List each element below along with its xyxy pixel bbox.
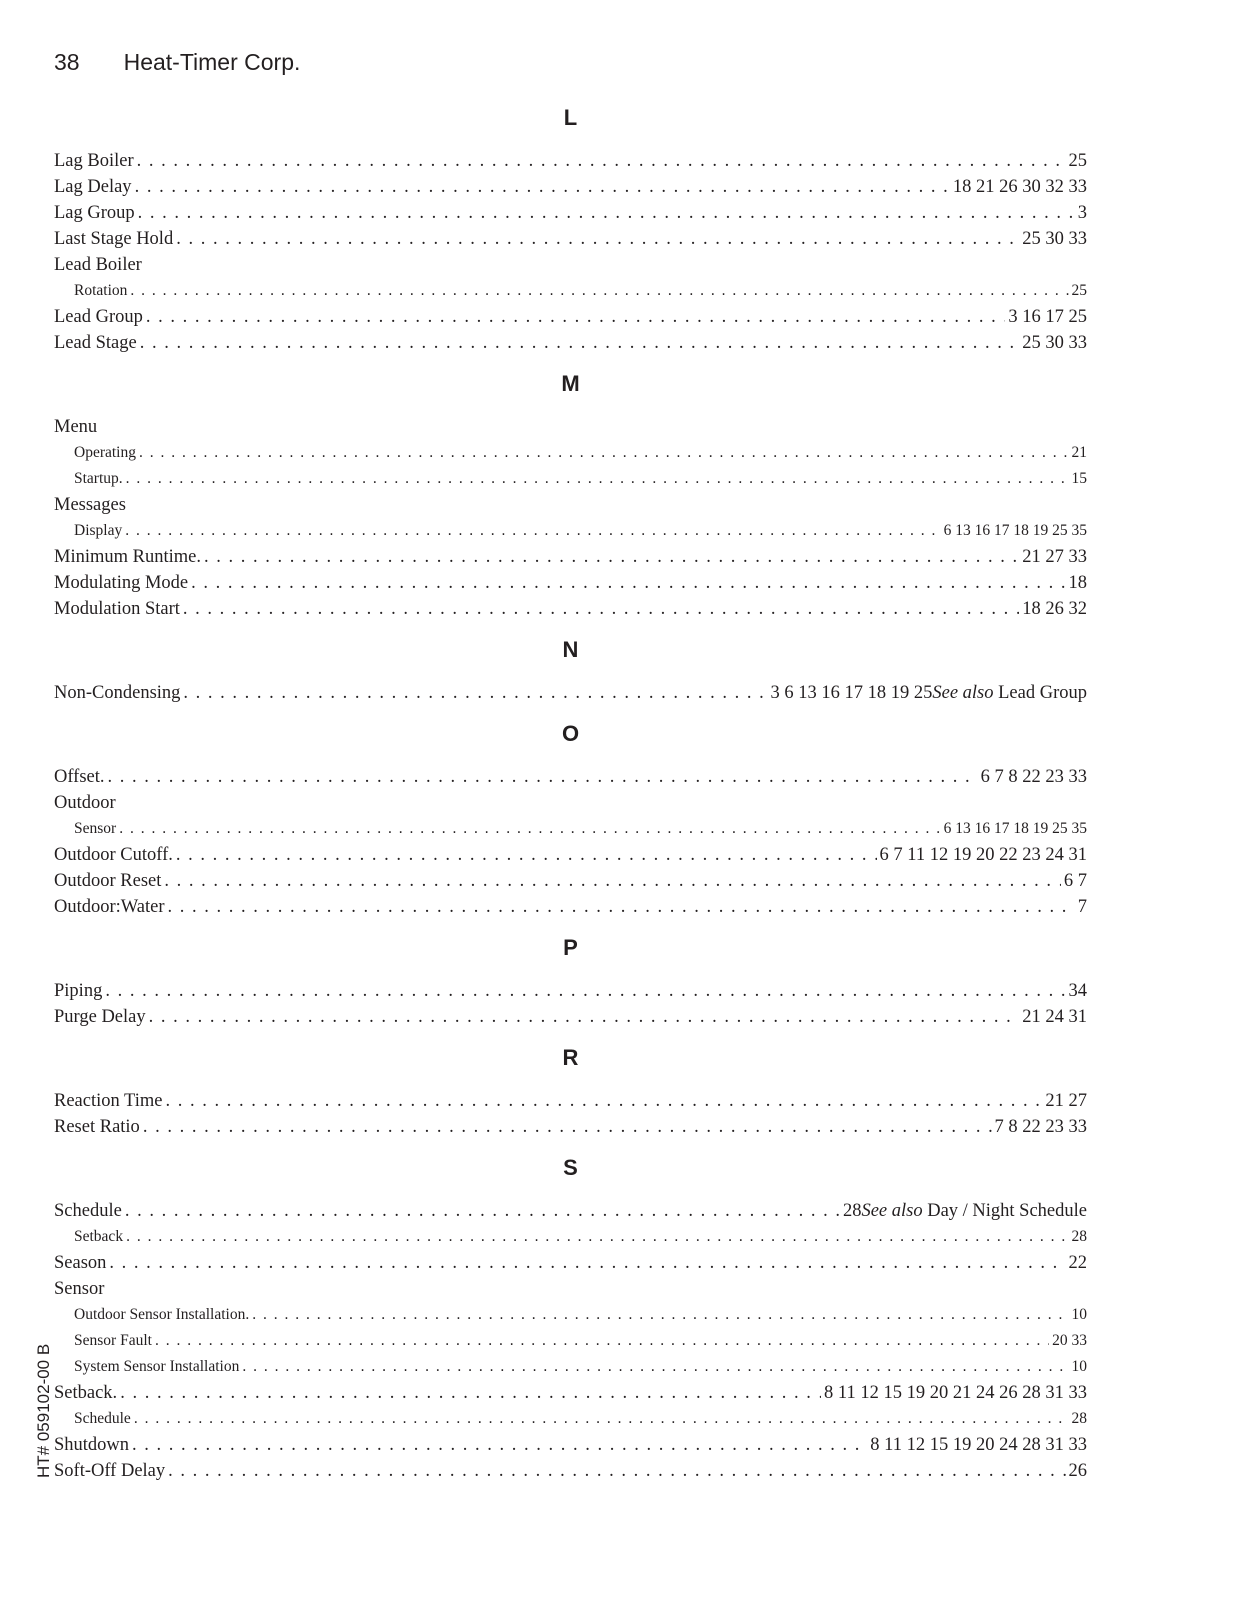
entry-pages [995,1114,1088,1140]
dot-leader [135,174,950,200]
entry-term: Lead Boiler [54,255,142,275]
index-entry [54,894,1087,920]
index-entry [54,174,1087,200]
dot-leader [130,278,1068,304]
entry-pages [1022,596,1087,622]
entry-pages [1072,1224,1088,1250]
entry-term: Lead Stage [54,333,137,353]
entry-term: Last Stage Hold [54,229,174,249]
page-numbers: 21 27 [1045,1091,1087,1111]
page-numbers: 18 26 32 [1022,599,1087,619]
see-also-label: See also [932,683,994,703]
entry-term: Soft-Off Delay [54,1461,166,1481]
index-entry [54,790,1087,816]
dot-leader [119,816,940,842]
dot-leader [143,1114,992,1140]
entry-pages [1045,1088,1087,1114]
page-numbers: 3 6 13 16 17 18 19 25 [770,683,933,703]
dot-leader [183,596,1019,622]
entry-term: System Sensor Installation [74,1358,240,1375]
index-entry [54,842,1087,868]
dot-leader [191,570,1065,596]
document-code: HT# 059102-00 B [34,1343,53,1478]
dot-leader [204,544,1019,570]
index-entry [54,570,1087,596]
entry-pages [944,816,1087,842]
section-letter: M [561,371,580,396]
dot-leader [126,466,1069,492]
entry-pages [1022,330,1087,356]
dot-leader [108,764,978,790]
index-entry [54,764,1087,790]
dot-leader [164,868,1060,894]
index-entry [54,148,1087,174]
dot-leader [132,1432,867,1458]
entry-pages [843,1198,1087,1224]
entry-pages [1078,894,1087,920]
page-numbers: 28 [1071,1410,1087,1427]
page-numbers: 28 [842,1201,862,1221]
index-entry [54,1380,1087,1406]
section-letter: P [563,935,578,960]
entry-pages [1072,1302,1088,1328]
page-numbers: 26 [1068,1461,1087,1481]
page-numbers: 34 [1068,981,1087,1001]
entry-term: Offset. [54,767,105,787]
index-section-m [54,362,1087,622]
entry-term: Sensor [74,820,117,837]
see-also-target: Day / Night Schedule [927,1201,1087,1221]
dot-leader [134,1406,1069,1432]
entry-term: Lead Group [54,307,143,327]
page-numbers: 22 [1068,1253,1087,1273]
dot-leader [126,1224,1068,1250]
index-subentry [54,278,1087,304]
dot-leader [138,200,1075,226]
index-section-s [54,1146,1087,1484]
entry-term: Operating [74,444,136,461]
entry-term: Schedule [74,1410,131,1427]
page-numbers: 25 [1068,151,1087,171]
page-numbers: 25 30 33 [1022,229,1087,249]
entry-pages [1072,440,1088,466]
see-also-label: See also [861,1201,923,1221]
index-subentry [54,518,1087,544]
entry-term: Setback [74,1228,124,1245]
index-subentry [54,816,1087,842]
index-section-l [54,96,1087,356]
entry-pages [1069,148,1088,174]
entry-term: Non-Condensing [54,683,181,703]
dot-leader [183,680,767,706]
entry-pages [1072,1406,1088,1432]
page-numbers: 21 24 31 [1022,1007,1087,1027]
entry-term: Piping [54,981,103,1001]
entry-term: Menu [54,417,98,437]
dot-leader [176,226,1019,252]
section-letter: O [561,721,580,746]
index-subentry [54,1224,1087,1250]
section-letter: N [562,637,579,662]
entry-pages [981,764,1087,790]
index-entry [54,252,1087,278]
entry-pages [1022,544,1087,570]
index-subentry [54,1302,1087,1328]
page-numbers: 7 8 22 23 33 [994,1117,1087,1137]
dot-leader [168,1458,1065,1484]
entry-term: Modulating Mode [54,573,189,593]
page-numbers: 10 [1071,1306,1087,1323]
entry-term: Modulation Start [54,599,180,619]
index-entry [54,1114,1087,1140]
entry-pages [770,680,1087,706]
page-numbers: 20 33 [1052,1332,1087,1349]
entry-pages [824,1380,1087,1406]
dot-leader [242,1354,1068,1380]
index-subentry [54,1406,1087,1432]
page-numbers: 6 7 11 12 19 20 22 23 24 31 [879,845,1087,865]
dot-leader [149,1004,1020,1030]
section-letter: S [563,1155,578,1180]
entry-term: Lag Group [54,203,135,223]
index-entry [54,680,1087,706]
index-entry [54,544,1087,570]
page-numbers: 7 [1077,897,1087,917]
entry-term: Setback. [54,1383,118,1403]
see-also-target: Lead Group [998,683,1087,703]
page-numbers: 25 30 33 [1022,333,1087,353]
index-entry [54,978,1087,1004]
entry-term: Reset Ratio [54,1117,140,1137]
index-entry [54,330,1087,356]
dot-leader [137,148,1066,174]
entry-term: Schedule [54,1201,122,1221]
entry-pages [1008,304,1087,330]
dot-leader [146,304,1006,330]
company-name: Heat-Timer Corp. [123,49,301,75]
dot-leader [139,440,1069,466]
index-entry [54,1250,1087,1276]
index-section-r [54,1036,1087,1140]
dot-leader [125,518,940,544]
entry-term: Shutdown [54,1435,130,1455]
entry-term: Startup. [74,470,123,487]
entry-pages [870,1432,1087,1458]
page-numbers: 6 13 16 17 18 19 25 35 [943,522,1087,539]
index-entry [54,1198,1087,1224]
entry-pages [1078,200,1087,226]
page-numbers: 28 [1071,1228,1087,1245]
page-numbers: 18 21 26 30 32 33 [952,177,1087,197]
index-entry [54,1088,1087,1114]
section-letter: R [562,1045,579,1070]
page-numbers: 15 [1071,470,1087,487]
index-entry [54,1276,1087,1302]
section-letter: L [563,105,578,130]
entry-term: Season [54,1253,107,1273]
page-numbers: 6 13 16 17 18 19 25 35 [943,820,1087,837]
entry-pages [1069,978,1088,1004]
entry-pages [944,518,1087,544]
entry-pages [880,842,1087,868]
dot-leader [176,842,877,868]
dot-leader [155,1328,1049,1354]
index-entry [54,200,1087,226]
entry-term: Purge Delay [54,1007,146,1027]
dot-leader [252,1302,1068,1328]
index-entry [54,304,1087,330]
entry-term: Rotation [74,282,128,299]
dot-leader [105,978,1065,1004]
entry-term: Outdoor:Water [54,897,165,917]
index-content [54,96,1087,1490]
entry-pages [1072,466,1088,492]
entry-pages [1072,1354,1088,1380]
page-numbers: 3 16 17 25 [1008,307,1087,327]
entry-pages [953,174,1087,200]
dot-leader [109,1250,1065,1276]
dot-leader [140,330,1020,356]
entry-pages [1064,868,1087,894]
entry-pages [1022,1004,1087,1030]
page-number: 38 [54,49,80,75]
page-numbers: 10 [1071,1358,1087,1375]
entry-term: Lag Boiler [54,151,134,171]
entry-pages [1069,1458,1088,1484]
index-subentry [54,466,1087,492]
page-numbers: 21 [1071,444,1087,461]
entry-pages [1069,1250,1088,1276]
index-entry [54,1432,1087,1458]
dot-leader [168,894,1075,920]
index-subentry [54,1328,1087,1354]
index-entry [54,492,1087,518]
entry-term: Lag Delay [54,177,132,197]
entry-term: Reaction Time [54,1091,163,1111]
page-numbers: 6 7 [1063,871,1087,891]
index-subentry [54,1354,1087,1380]
entry-term: Sensor Fault [74,1332,152,1349]
page-numbers: 8 11 12 15 19 20 24 28 31 33 [870,1435,1087,1455]
dot-leader [120,1380,821,1406]
entry-pages [1069,570,1088,596]
index-section-n [54,628,1087,706]
page-numbers: 25 [1071,282,1087,299]
entry-term: Outdoor Reset [54,871,162,891]
dot-leader [165,1088,1042,1114]
index-entry [54,226,1087,252]
page-numbers: 18 [1068,573,1087,593]
entry-term: Outdoor Cutoff. [54,845,173,865]
index-entry [54,1004,1087,1030]
index-entry [54,596,1087,622]
index-section-p [54,926,1087,1030]
entry-term: Outdoor Sensor Installation. [74,1306,250,1323]
index-section-o [54,712,1087,920]
index-entry [54,1458,1087,1484]
page-numbers: 3 [1077,203,1087,223]
index-entry [54,868,1087,894]
dot-leader [125,1198,840,1224]
entry-pages [1052,1328,1087,1354]
page-header [54,46,300,78]
page-numbers: 6 7 8 22 23 33 [980,767,1087,787]
entry-term: Messages [54,495,126,515]
entry-term: Display [74,522,123,539]
page-numbers: 8 11 12 15 19 20 21 24 26 28 31 33 [824,1383,1087,1403]
entry-term: Outdoor [54,793,116,813]
entry-term: Sensor [54,1279,105,1299]
entry-pages [1022,226,1087,252]
index-subentry [54,440,1087,466]
page-numbers: 21 27 33 [1022,547,1087,567]
entry-term: Minimum Runtime. [54,547,201,567]
index-entry [54,414,1087,440]
entry-pages [1072,278,1088,304]
